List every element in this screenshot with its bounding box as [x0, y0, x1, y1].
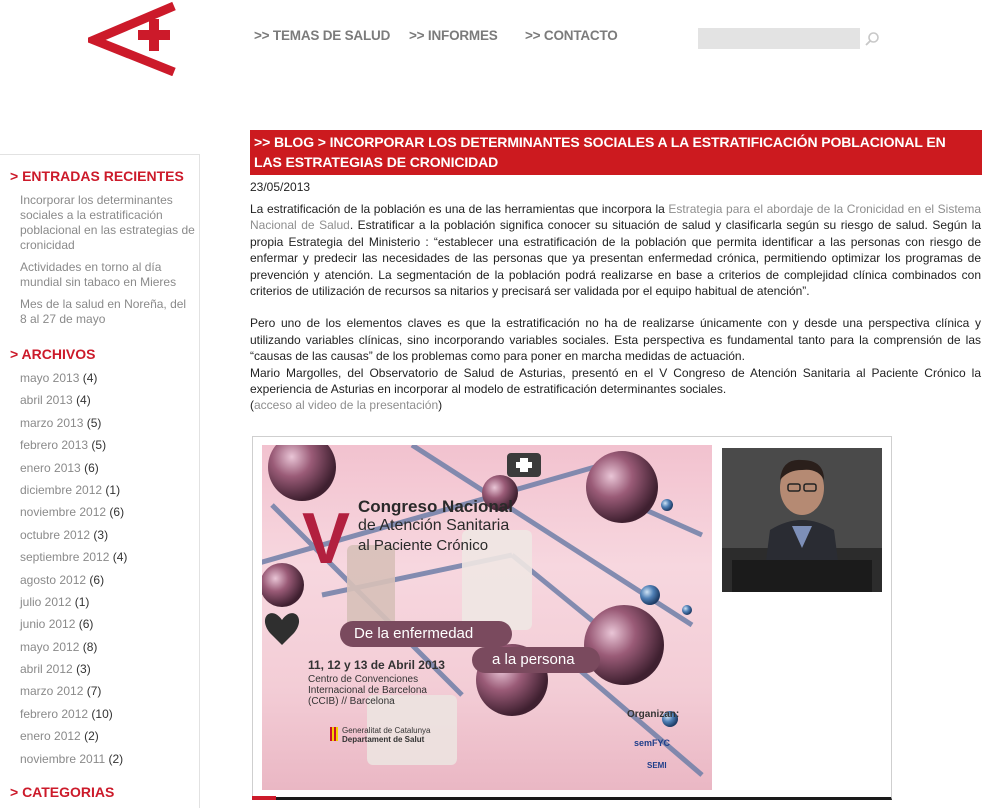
- archive-link[interactable]: marzo 2013: [20, 415, 84, 430]
- archive-item[interactable]: [20, 573, 195, 595]
- recent-post-link[interactable]: Mes de la salud en Noreña, del 8 al 27 de mayo: [20, 297, 187, 326]
- archive-count: (5): [91, 438, 107, 453]
- archive-item[interactable]: [20, 617, 195, 639]
- post: [250, 130, 982, 414]
- logo-mark-icon: [88, 0, 184, 76]
- nav-item-informes[interactable]: >> INFORMES: [409, 28, 498, 43]
- archive-link[interactable]: enero 2012: [20, 729, 81, 744]
- semfyc-logo: semFYC: [634, 738, 671, 748]
- archive-link[interactable]: enero 2013: [20, 460, 81, 475]
- archive-item[interactable]: [20, 438, 195, 460]
- post-title: >> BLOG > INCORPORAR LOS DETERMINANTES SOCIALES A LA ESTRATIFICACIÓN POBLACIONAL EN LAS ESTRATEGIAS DE CRONICIDAD: [250, 130, 982, 175]
- slide-gov: Departament de Salut: [342, 735, 425, 744]
- archive-link[interactable]: marzo 2012: [20, 684, 84, 699]
- archive-count: (6): [89, 572, 105, 587]
- slide-title-line: de Atención Sanitaria: [358, 517, 510, 534]
- paren: ): [438, 398, 443, 413]
- archive-item[interactable]: [20, 505, 195, 527]
- post-text: La estratificación de la población es una de las herramientas que incorpora la: [250, 202, 669, 216]
- archive-item[interactable]: [20, 461, 195, 483]
- recent-post-item[interactable]: [20, 260, 195, 290]
- archive-item[interactable]: [20, 752, 195, 774]
- archive-link[interactable]: junio 2012: [20, 617, 76, 632]
- slide-title-line: al Paciente Crónico: [358, 537, 489, 554]
- archives-heading: > ARCHIVOS: [10, 346, 96, 362]
- archive-count: (6): [84, 460, 99, 475]
- video-link[interactable]: acceso al video de la presentación: [254, 398, 439, 413]
- archive-count: (3): [76, 662, 91, 677]
- archive-link[interactable]: septiembre 2012: [20, 550, 110, 565]
- video-progress-bar[interactable]: [252, 796, 276, 800]
- post-paragraph: Mario Margolles, del Observatorio de Salud de Asturias, presentó en el V Congreso de Atención Sanitaria al Paciente Crónico la experiencia de Asturias en incorporar al modelo de estratificación determinantes sociales.: [250, 365, 981, 397]
- archive-item[interactable]: [20, 550, 195, 572]
- archive-item[interactable]: [20, 729, 195, 751]
- post-text: . Estratificar a la población significa conocer su situación de salud y clasificarla según su riesgo de salud. Según la propia Estrategia del Ministerio : “establecer una estratificación de la población que permita identificar a las personas con riesgo de enfermar y predecir las necesidades de las personas que ya presentan enfermedad crónica, permitiendo optimizar los programas de prevención y atención. La segmentación de la población podrá realizarse en base a criterios de complejidad clínica combinados con criterios de utilización de recursos sa nitarios y precisará ser validada por el equipo habitual de atención”.: [250, 218, 981, 299]
- archive-item[interactable]: [20, 595, 195, 617]
- recent-post-item[interactable]: [20, 193, 195, 253]
- search-input[interactable]: [698, 28, 860, 49]
- archive-count: (1): [105, 482, 121, 497]
- video-link-line: [250, 397, 981, 413]
- recent-posts-list: [20, 193, 195, 334]
- speaker-figure: [722, 448, 882, 592]
- slide-banner-2: a la persona: [472, 647, 600, 673]
- archive-link[interactable]: octubre 2012: [20, 527, 91, 542]
- catalonia-flag-icon: [330, 727, 338, 741]
- archive-item[interactable]: [20, 707, 195, 729]
- slide-gov: Generalitat de Catalunya: [342, 726, 431, 735]
- slide-title-line: Congreso Nacional: [358, 497, 513, 516]
- paren: (: [250, 398, 254, 413]
- post-date: 23/05/2013: [250, 180, 311, 194]
- archive-link[interactable]: noviembre 2011: [20, 751, 106, 766]
- archive-count: (7): [86, 684, 102, 699]
- archive-link[interactable]: noviembre 2012: [20, 505, 107, 520]
- archive-count: (3): [93, 527, 109, 542]
- archive-link[interactable]: abril 2012: [20, 662, 73, 677]
- archive-item[interactable]: [20, 416, 195, 438]
- archive-count: (2): [108, 751, 124, 766]
- archive-link[interactable]: diciembre 2012: [20, 482, 103, 497]
- archive-count: (4): [112, 550, 128, 565]
- archive-link[interactable]: julio 2012: [20, 594, 72, 609]
- archive-count: (8): [82, 639, 98, 654]
- semi-logo: SEMI: [647, 761, 667, 770]
- slide-venue: Centro de Convenciones: [308, 674, 419, 685]
- archive-item[interactable]: [20, 371, 195, 393]
- archive-link[interactable]: agosto 2012: [20, 572, 87, 587]
- archive-count: (1): [74, 594, 90, 609]
- archive-item[interactable]: [20, 528, 195, 550]
- slide-venue: Internacional de Barcelona: [308, 685, 427, 696]
- strategy-link[interactable]: Estrategia para el abordaje de la Cronicidad en el Sistema Nacional de Salud: [250, 202, 981, 233]
- archive-link[interactable]: mayo 2012: [20, 639, 80, 654]
- archive-item[interactable]: [20, 662, 195, 684]
- post-paragraph: [250, 201, 981, 299]
- slide-venue: (CCIB) // Barcelona: [308, 696, 395, 707]
- search-icon[interactable]: [864, 31, 880, 47]
- archive-count: (6): [78, 617, 94, 632]
- archive-link[interactable]: mayo 2013: [20, 371, 80, 385]
- categories-heading[interactable]: > CATEGORIAS: [10, 784, 115, 800]
- speaker-video: [722, 448, 882, 592]
- archive-link[interactable]: febrero 2012: [20, 706, 89, 721]
- slide-organizan: Organizan:: [627, 709, 680, 720]
- site-logo[interactable]: [0, 0, 200, 135]
- recent-posts-heading: > ENTRADAS RECIENTES: [10, 168, 184, 184]
- recent-post-link[interactable]: Actividades en torno al día mundial sin tabaco en Mieres: [20, 260, 177, 289]
- archive-link[interactable]: abril 2013: [20, 393, 73, 408]
- slide-big-v: V: [302, 499, 351, 579]
- nav-item-contacto[interactable]: >> CONTACTO: [525, 28, 618, 43]
- archive-count: (10): [91, 706, 113, 721]
- archive-count: (4): [82, 371, 98, 385]
- archive-item[interactable]: [20, 483, 195, 505]
- presentation-slide: [262, 445, 712, 790]
- post-paragraph: Pero uno de los elementos claves es que la estratificación no ha de realizarse únicamente con y desde una perspectiva clínica y utilizando variables clínicas, sino incorporando variables sociales. Esta perspectiva es fundamental tanto para la comprensión de las “causas de las causas” de los problemas como para poner en marcha medidas de actuación.: [250, 316, 981, 364]
- archive-item[interactable]: [20, 393, 195, 415]
- archive-link[interactable]: febrero 2013: [20, 438, 89, 453]
- recent-post-item[interactable]: [20, 297, 195, 327]
- slide-dates: 11, 12 y 13 de Abril 2013: [308, 658, 445, 672]
- post-body: [250, 201, 981, 414]
- archive-count: (6): [109, 505, 125, 520]
- archive-item[interactable]: [20, 640, 195, 662]
- archive-item[interactable]: [20, 684, 195, 706]
- nav-item-temas-de-salud[interactable]: >> TEMAS DE SALUD: [254, 28, 391, 43]
- sidebar: [0, 154, 200, 808]
- archives-list: [20, 371, 195, 774]
- recent-post-link[interactable]: Incorporar los determinantes sociales a la estratificación poblacional en las estrategias de cronicidad: [20, 193, 195, 252]
- archive-count: (2): [84, 729, 99, 744]
- archive-count: (5): [86, 415, 102, 430]
- archive-count: (4): [76, 393, 91, 408]
- slide-banner-1: De la enfermedad: [340, 621, 512, 647]
